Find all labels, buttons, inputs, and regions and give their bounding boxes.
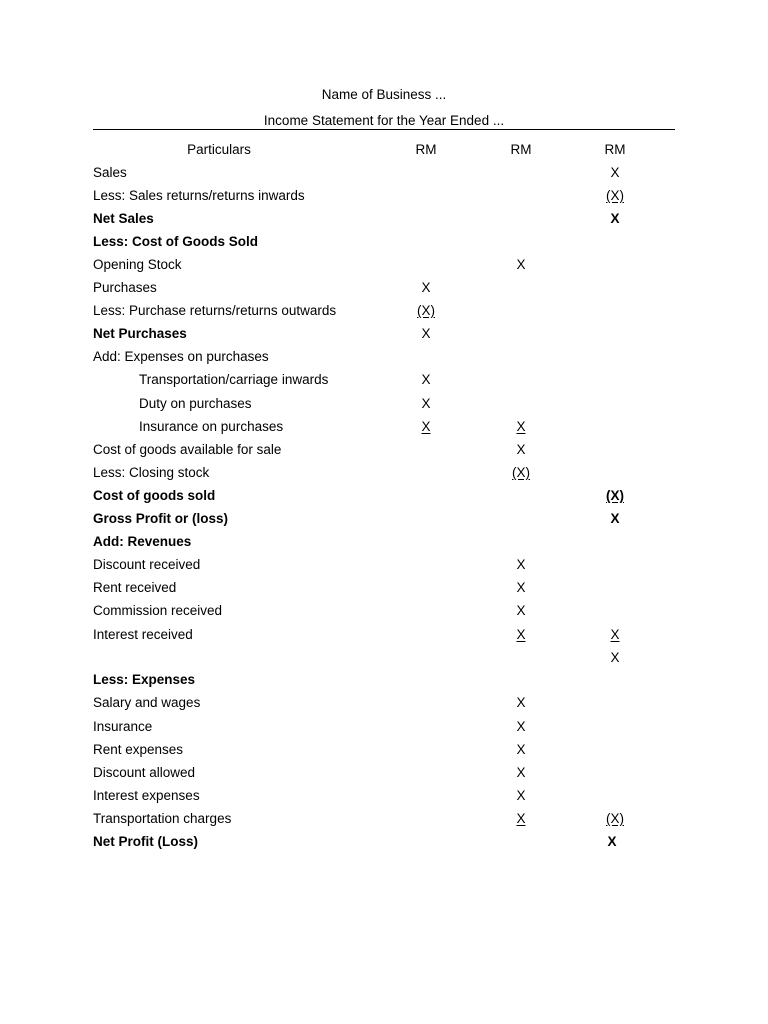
amount-col2: X [516, 765, 526, 780]
statement-row [93, 464, 675, 482]
statement-row [93, 279, 675, 297]
amount-col2: X [516, 442, 526, 457]
amount-col3: X [610, 511, 620, 526]
row-label: Less: Cost of Goods Sold [93, 234, 259, 249]
statement-row [93, 371, 675, 389]
row-label: Purchases [93, 280, 157, 295]
amount-col2: X [516, 557, 526, 572]
statement-row [93, 256, 675, 274]
column-header-rm-2: RM [510, 142, 532, 157]
row-label: Interest expenses [93, 788, 200, 803]
row-label: Interest received [93, 627, 193, 642]
amount-col2: X [516, 788, 526, 803]
row-label: Cost of goods available for sale [93, 442, 282, 457]
row-label: Cost of goods sold [93, 488, 216, 503]
section-heading-row [93, 533, 675, 551]
row-label: Add: Revenues [93, 534, 192, 549]
amount-col1: X [421, 419, 431, 434]
statement-row [93, 649, 675, 667]
column-header-rm-1: RM [415, 142, 437, 157]
statement-row [93, 164, 675, 182]
amount-col1: X [421, 280, 431, 295]
statement-row [93, 741, 675, 759]
row-label: Net Profit (Loss) [93, 834, 199, 849]
statement-row [93, 787, 675, 805]
row-label: Rent expenses [93, 742, 184, 757]
amount-col2: X [516, 811, 526, 826]
row-label: Commission received [93, 603, 223, 618]
header-rule [93, 129, 675, 130]
statement-row [93, 348, 675, 366]
row-label: Insurance on purchases [139, 419, 284, 434]
statement-row [93, 510, 675, 528]
statement-row [93, 325, 675, 343]
amount-col2: X [516, 419, 526, 434]
statement-title: Income Statement for the Year Ended ... [263, 113, 505, 128]
row-label: Opening Stock [93, 257, 182, 272]
amount-col2: X [516, 695, 526, 710]
statement-row [93, 718, 675, 736]
statement-row [93, 210, 675, 228]
row-label: Less: Purchase returns/returns outwards [93, 303, 337, 318]
amount-col2: X [516, 742, 526, 757]
amount-col2: X [516, 580, 526, 595]
amount-col3: X [607, 834, 617, 849]
amount-col3: X [610, 165, 620, 180]
amount-col2: X [516, 719, 526, 734]
amount-col3: X [610, 650, 620, 665]
section-heading-row [93, 671, 675, 689]
row-label: Transportation charges [93, 811, 232, 826]
row-label: Insurance [93, 719, 153, 734]
column-header-row [93, 141, 675, 159]
statement-row [93, 395, 675, 413]
statement-row [93, 833, 675, 851]
statement-row [93, 764, 675, 782]
row-label: Sales [93, 165, 127, 180]
amount-col2: X [516, 627, 526, 642]
statement-row [93, 626, 675, 644]
section-heading-row [93, 233, 675, 251]
amount-col3: X [610, 627, 620, 642]
statement-row [93, 810, 675, 828]
amount-col3: (X) [606, 188, 624, 203]
row-label: Discount received [93, 557, 201, 572]
statement-row [93, 556, 675, 574]
amount-col1: X [421, 372, 431, 387]
statement-row [93, 441, 675, 459]
row-label: Salary and wages [93, 695, 201, 710]
statement-row [93, 302, 675, 320]
row-label: Transportation/carriage inwards [139, 372, 329, 387]
amount-col3: (X) [606, 488, 624, 503]
row-label: Less: Closing stock [93, 465, 210, 480]
column-header-particulars: Particulars [187, 142, 251, 157]
row-label: Net Sales [93, 211, 154, 226]
amount-col2: (X) [512, 465, 530, 480]
statement-row [93, 579, 675, 597]
row-label: Rent received [93, 580, 177, 595]
row-label: Less: Sales returns/returns inwards [93, 188, 305, 203]
row-label: Less: Expenses [93, 672, 196, 687]
amount-col1: X [421, 326, 431, 341]
amount-col1: (X) [417, 303, 435, 318]
amount-col2: X [516, 603, 526, 618]
row-label: Discount allowed [93, 765, 196, 780]
row-label: Add: Expenses on purchases [93, 349, 269, 364]
amount-col2: X [516, 257, 526, 272]
statement-row [93, 487, 675, 505]
amount-col3: X [610, 211, 620, 226]
statement-row [93, 602, 675, 620]
row-label: Gross Profit or (loss) [93, 511, 229, 526]
business-name: Name of Business ... [321, 87, 447, 102]
column-header-rm-3: RM [604, 142, 626, 157]
amount-col3: (X) [606, 811, 624, 826]
statement-row [93, 418, 675, 436]
row-label: Net Purchases [93, 326, 187, 341]
statement-row [93, 694, 675, 712]
amount-col1: X [421, 396, 431, 411]
statement-row [93, 187, 675, 205]
row-label: Duty on purchases [139, 396, 252, 411]
